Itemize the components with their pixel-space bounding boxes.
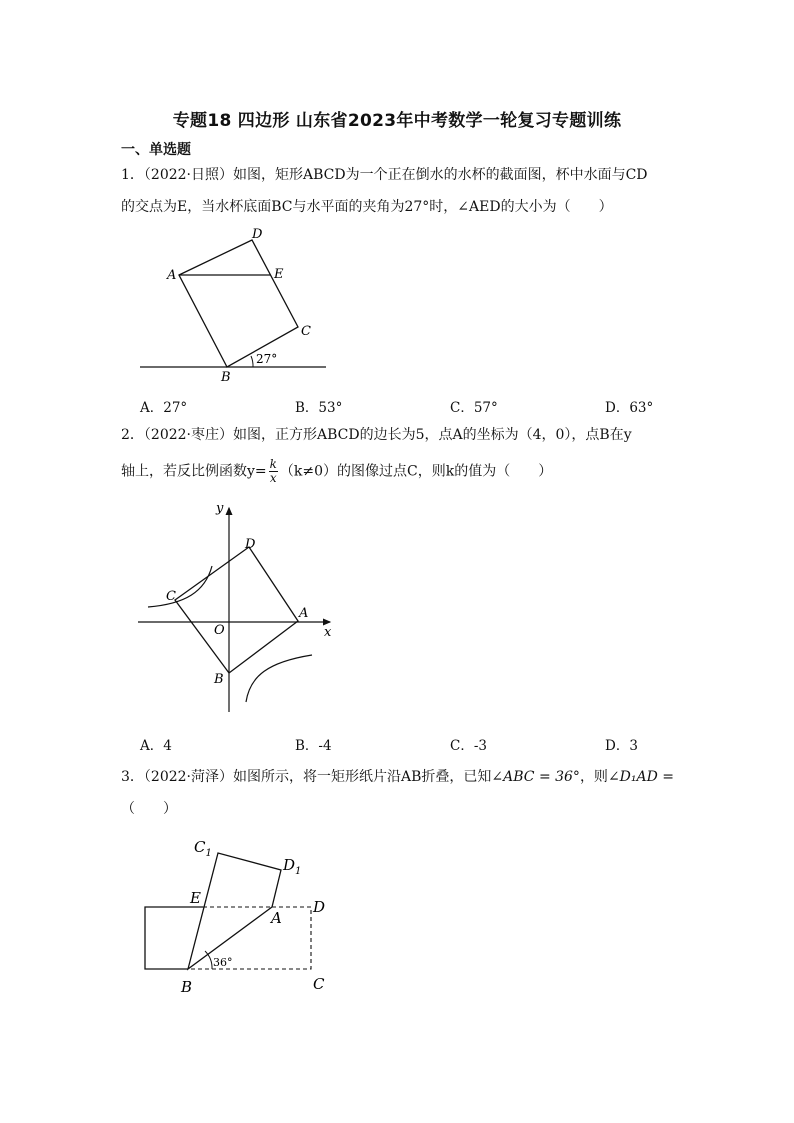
q3-text-line2: （ ）: [121, 801, 177, 817]
q2-fraction-den: x: [269, 471, 277, 485]
q3-text-part-a: 3．（2022·菏泽）如图所示，将一矩形纸片沿AB折叠，已知: [121, 769, 492, 785]
q1-text-line1: 1．（2022·日照）如图，矩形ABCD为一个正在倒水的水杯的截面图，杯中水面与CD: [121, 167, 648, 183]
q2-label-d: D: [245, 537, 256, 552]
q3-label-c1-main: C: [194, 838, 206, 856]
page-title: 专题18 四边形 山东省2023年中考数学一轮复习专题训练: [172, 111, 622, 131]
q1-option-a[interactable]: A．27°: [140, 400, 188, 416]
q2-label-b: B: [214, 672, 224, 687]
q3-label-c: C: [313, 975, 325, 993]
q1-text-line2: 的交点为E，当水杯底面BC与水平面的夹角为27°时，∠AED的大小为（ ）: [121, 199, 613, 215]
q2-label-x: x: [324, 625, 332, 640]
q3-label-b: B: [181, 978, 193, 996]
q3-label-d1-main: D: [283, 856, 296, 874]
q2-label-o: O: [214, 623, 225, 638]
q2-label-a: A: [299, 606, 309, 621]
q1-option-d[interactable]: D．63°: [605, 400, 654, 416]
q1-option-c[interactable]: C．57°: [450, 400, 498, 416]
q2-text-part-b: （k≠0）的图像过点C，则k的值为（ ）: [279, 463, 553, 480]
q2-option-a[interactable]: A．4: [140, 738, 172, 754]
q2-label-y: y: [216, 501, 224, 516]
section-heading: 一、单选题: [121, 142, 191, 158]
q1-angle-label: 27°: [256, 352, 278, 366]
q1-label-a: A: [167, 268, 177, 283]
q2-label-c: C: [166, 589, 176, 604]
q1-label-e: E: [274, 267, 284, 282]
q2-fraction-num: k: [269, 457, 277, 471]
q1-label-c: C: [301, 324, 311, 339]
q2-option-d[interactable]: D．3: [605, 738, 638, 754]
q3-math-angle: ∠ABC = 36°: [491, 769, 580, 785]
q3-text-part-b: ，则: [579, 769, 608, 785]
q1-option-b[interactable]: B．53°: [295, 400, 343, 416]
q3-label-d1: [282, 856, 301, 877]
q3-label-d: D: [313, 898, 326, 916]
q3-label-d1-sub: 1: [295, 866, 302, 877]
q2-text-line1: 2．（2022·枣庄）如图，正方形ABCD的边长为5，点A的坐标为（4，0），点B在y: [121, 427, 632, 443]
q1-label-d: D: [252, 227, 263, 242]
q3-label-c1: [194, 838, 212, 859]
q3-angle-label: 36°: [213, 956, 233, 969]
q1-label-b: B: [221, 370, 231, 385]
q2-option-c[interactable]: C．-3: [450, 738, 487, 754]
q3-math-target: ∠D₁AD =: [607, 769, 675, 785]
q3-label-a: A: [271, 909, 282, 927]
q2-text-part-a: 轴上，若反比例函数y=: [121, 463, 267, 480]
q3-label-c1-sub: 1: [205, 848, 212, 859]
q3-label-e: E: [190, 889, 201, 907]
q2-option-b[interactable]: B．-4: [295, 738, 332, 754]
